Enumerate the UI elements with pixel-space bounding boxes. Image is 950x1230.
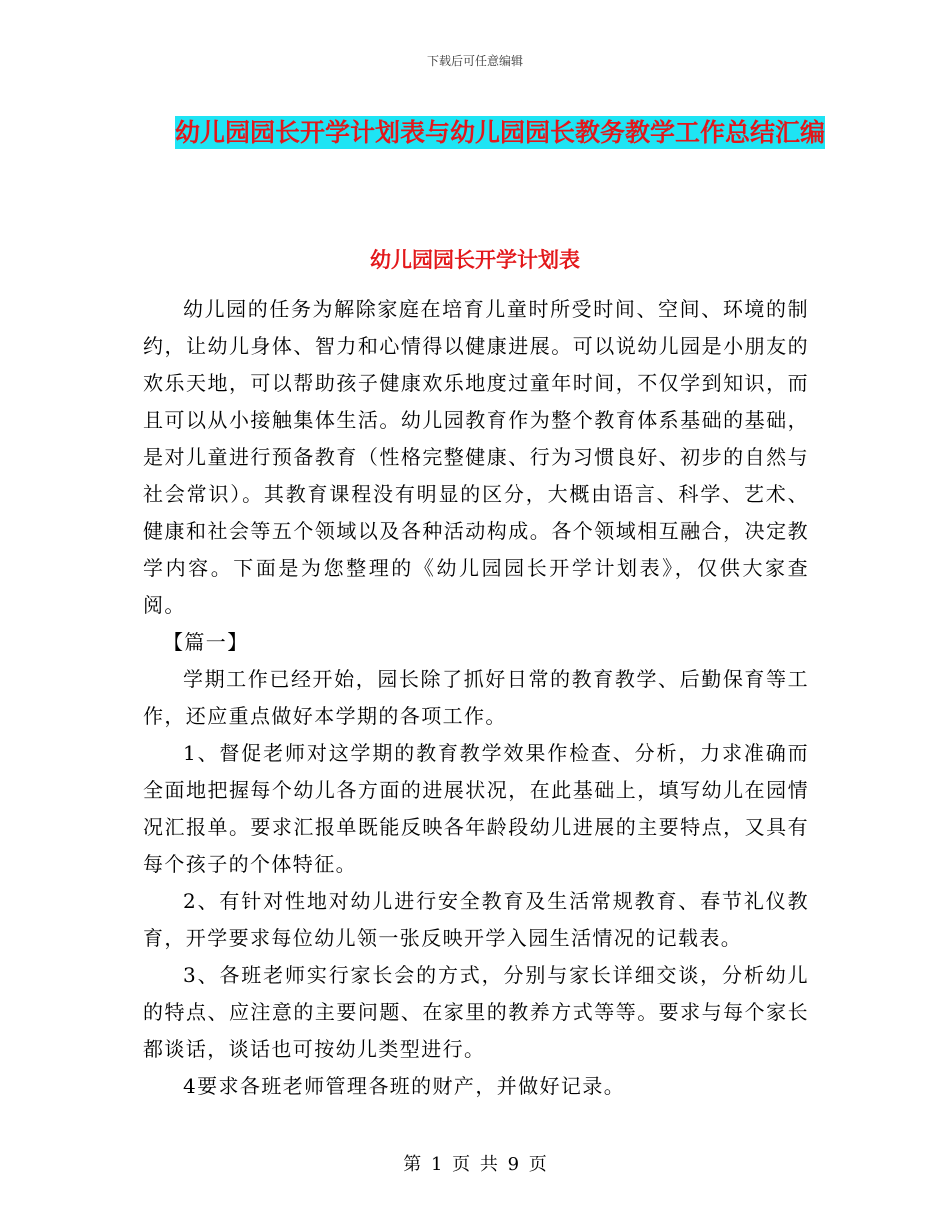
section-title: 幼儿园园长开学计划表 <box>370 247 580 272</box>
document-body <box>143 291 809 1105</box>
document-title <box>140 110 860 156</box>
list-item-1: 1、督促老师对这学期的教育教学效果作检查、分析，力求准确而全面地把握每个幼儿各方面的进展状况，在此基础上，填写幼儿在园情况汇报单。要求汇报单既能反映各年龄段幼儿进展的主要特点，又具有每个孩子的个体特征。 <box>143 741 809 876</box>
intro-paragraph: 幼儿园的任务为解除家庭在培育儿童时所受时间、空间、环境的制约，让幼儿身体、智力和心情得以健康进展。可以说幼儿园是小朋友的欢乐天地，可以帮助孩子健康欢乐地度过童年时间，不仅学到知识，而且可以从小接触集体生活。幼儿园教育作为整个教育体系基础的基础，是对儿童进行预备教育（性格完整健康、行为习惯良好、初步的自然与社会常识）。其教育课程没有明显的区分，大概由语言、科学、艺术、健康和社会等五个领域以及各种活动构成。各个领域相互融合，决定教学内容。下面是为您整理的《幼儿园园长开学计划表》，仅供大家查阅。 <box>143 297 809 617</box>
part-heading: 【篇一】 <box>163 630 249 654</box>
page-number-footer: 第 1 页 共 9 页 <box>403 1154 547 1175</box>
document-title-highlight: 幼儿园园长开学计划表与幼儿园园长教务教学工作总结汇编 <box>174 118 825 147</box>
paragraph: 学期工作已经开始，园长除了抓好日常的教育教学、后勤保育等工作，还应重点做好本学期的各项工作。 <box>143 667 809 728</box>
list-item-3: 3、各班老师实行家长会的方式，分别与家长详细交谈，分析幼儿的特点、应注意的主要问题、在家里的教养方式等等。要求与每个家长都谈话，谈话也可按幼儿类型进行。 <box>143 963 809 1061</box>
page-header: 下载后可任意编辑 <box>426 54 523 68</box>
list-item-2: 2、有针对性地对幼儿进行安全教育及生活常规教育、春节礼仪教育，开学要求每位幼儿领一张反映开学入园生活情况的记载表。 <box>143 889 809 950</box>
list-item-4: 4要求各班老师管理各班的财产，并做好记录。 <box>183 1074 626 1098</box>
